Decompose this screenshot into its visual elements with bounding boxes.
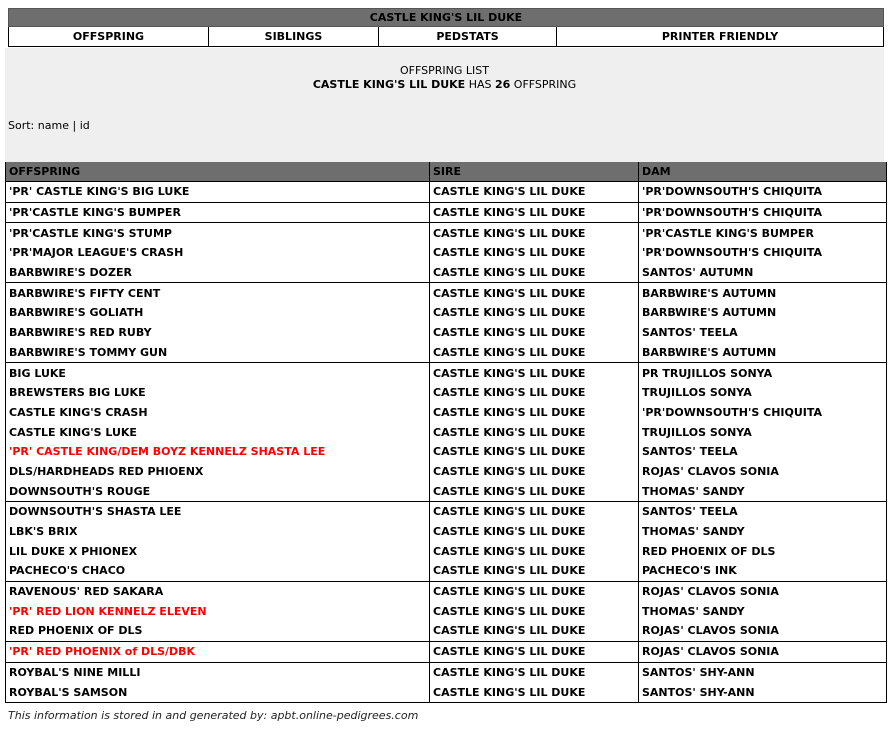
sire-cell xyxy=(430,223,639,243)
footer-note: This information is stored in and generated by: apbt.online-pedigrees.com xyxy=(8,709,419,722)
sire-cell xyxy=(430,601,639,621)
dam-link[interactable]: SANTOS' AUTUMN xyxy=(642,266,754,280)
offspring-link[interactable]: LBK'S BRIX xyxy=(9,525,78,539)
dam-cell xyxy=(639,662,887,682)
offspring-link[interactable]: BARBWIRE'S RED RUBY xyxy=(9,326,152,340)
table-row xyxy=(6,481,887,501)
dam-link[interactable]: SANTOS' SHY-ANN xyxy=(642,685,755,699)
info-panel xyxy=(5,48,884,162)
dam-link[interactable]: 'PR'DOWNSOUTH'S CHIQUITA xyxy=(642,246,823,260)
offspring-label: OFFSPRING xyxy=(513,78,577,91)
dam-cell xyxy=(639,541,887,561)
sire-cell xyxy=(430,581,639,601)
offspring-cell xyxy=(6,481,430,501)
dam-cell xyxy=(639,202,887,223)
dam-cell xyxy=(639,442,887,462)
sire-link[interactable]: CASTLE KING'S LIL DUKE xyxy=(433,345,586,359)
dam-link[interactable]: ROJAS' CLAVOS SONIA xyxy=(642,645,779,659)
table-row xyxy=(6,522,887,542)
offspring-link[interactable]: BARBWIRE'S FIFTY CENT xyxy=(9,286,161,300)
sire-cell xyxy=(430,621,639,641)
dam-cell xyxy=(639,561,887,581)
offspring-cell xyxy=(6,581,430,601)
table-row xyxy=(6,283,887,303)
sire-link[interactable]: CASTLE KING'S LIL DUKE xyxy=(433,564,586,578)
sort-controls xyxy=(8,119,90,132)
sire-link[interactable]: CASTLE KING'S LIL DUKE xyxy=(433,445,586,459)
sire-link[interactable]: CASTLE KING'S LIL DUKE xyxy=(433,226,586,240)
sire-cell xyxy=(430,343,639,363)
offspring-link[interactable]: RAVENOUS' RED SAKARA xyxy=(9,585,164,599)
sire-cell xyxy=(430,561,639,581)
offspring-link[interactable]: 'PR' CASTLE KING'S BIG LUKE xyxy=(9,185,190,199)
sire-link[interactable]: CASTLE KING'S LIL DUKE xyxy=(433,206,586,220)
offspring-summary xyxy=(5,78,884,92)
sire-cell xyxy=(430,323,639,343)
sire-cell xyxy=(430,541,639,561)
offspring-link[interactable]: CASTLE KING'S CRASH xyxy=(9,405,148,419)
dam-link[interactable]: BARBWIRE'S AUTUMN xyxy=(642,286,777,300)
dam-link[interactable]: THOMAS' SANDY xyxy=(642,484,745,498)
offspring-cell xyxy=(6,223,430,243)
sire-cell xyxy=(430,481,639,501)
dam-link[interactable]: ROJAS' CLAVOS SONIA xyxy=(642,464,779,478)
sire-link[interactable]: CASTLE KING'S LIL DUKE xyxy=(433,185,586,199)
offspring-link[interactable]: BREWSTERS BIG LUKE xyxy=(9,386,146,400)
offspring-link[interactable]: ROYBAL'S NINE MILLI xyxy=(9,665,141,679)
offspring-link[interactable]: BARBWIRE'S DOZER xyxy=(9,266,132,280)
dam-cell xyxy=(639,303,887,323)
sire-link[interactable]: CASTLE KING'S LIL DUKE xyxy=(433,544,586,558)
dam-cell xyxy=(639,621,887,641)
offspring-cell xyxy=(6,682,430,702)
table-row xyxy=(6,581,887,601)
offspring-table xyxy=(5,162,887,703)
dog-name: CASTLE KING'S LIL DUKE xyxy=(312,78,466,91)
sire-cell xyxy=(430,682,639,702)
offspring-link[interactable]: LIL DUKE X PHIONEX xyxy=(9,544,138,558)
dam-cell xyxy=(639,422,887,442)
dam-cell xyxy=(639,182,887,203)
sire-cell xyxy=(430,383,639,403)
offspring-link[interactable]: DLS/HARDHEADS RED PHIOENX xyxy=(9,464,204,478)
table-row xyxy=(6,223,887,243)
dam-cell xyxy=(639,223,887,243)
offspring-link[interactable]: DOWNSOUTH'S ROUGE xyxy=(9,484,151,498)
sire-cell xyxy=(430,363,639,383)
tab-bar xyxy=(8,27,884,47)
dam-link[interactable]: SANTOS' TEELA xyxy=(642,326,738,340)
table-row xyxy=(6,462,887,482)
sire-cell xyxy=(430,422,639,442)
dam-link[interactable]: TRUJILLOS SONYA xyxy=(642,425,752,439)
sire-link[interactable]: CASTLE KING'S LIL DUKE xyxy=(433,484,586,498)
offspring-cell xyxy=(6,561,430,581)
tab-pedstats[interactable]: PEDSTATS xyxy=(378,27,556,47)
sire-link[interactable]: CASTLE KING'S LIL DUKE xyxy=(433,405,586,419)
sire-cell xyxy=(430,462,639,482)
offspring-cell xyxy=(6,522,430,542)
page-title: CASTLE KING'S LIL DUKE xyxy=(8,8,884,27)
offspring-cell xyxy=(6,323,430,343)
dam-cell xyxy=(639,363,887,383)
offspring-cell xyxy=(6,662,430,682)
offspring-cell xyxy=(6,182,430,203)
sort-by-name-link[interactable]: name xyxy=(37,119,69,132)
list-title: OFFSPRING LIST xyxy=(400,64,489,77)
sire-cell xyxy=(430,522,639,542)
sire-link[interactable]: CASTLE KING'S LIL DUKE xyxy=(433,366,586,380)
dam-link[interactable]: ROJAS' CLAVOS SONIA xyxy=(642,624,779,638)
offspring-link[interactable]: 'PR' CASTLE KING/DEM BOYZ KENNELZ SHASTA LEE xyxy=(9,445,326,459)
table-row xyxy=(6,442,887,462)
table-body xyxy=(6,182,887,703)
sort-label: Sort: xyxy=(8,119,35,132)
dam-link[interactable]: 'PR'DOWNSOUTH'S CHIQUITA xyxy=(642,185,823,199)
sire-link[interactable]: CASTLE KING'S LIL DUKE xyxy=(433,665,586,679)
dam-link[interactable]: THOMAS' SANDY xyxy=(642,604,745,618)
offspring-cell xyxy=(6,363,430,383)
tab-siblings[interactable]: SIBLINGS xyxy=(208,27,378,47)
sort-by-id-link[interactable]: id xyxy=(79,119,90,132)
offspring-link[interactable]: 'PR'MAJOR LEAGUE'S CRASH xyxy=(9,246,184,260)
dam-cell xyxy=(639,263,887,283)
dam-link[interactable]: PACHECO'S INK xyxy=(642,564,737,578)
sire-link[interactable]: CASTLE KING'S LIL DUKE xyxy=(433,645,586,659)
offspring-cell xyxy=(6,601,430,621)
table-row xyxy=(6,601,887,621)
dam-cell xyxy=(639,581,887,601)
offspring-cell xyxy=(6,303,430,323)
sort-separator: | xyxy=(72,119,77,132)
offspring-cell xyxy=(6,263,430,283)
table-row xyxy=(6,383,887,403)
table-header-row xyxy=(6,162,887,182)
dam-link[interactable]: PR TRUJILLOS SONYA xyxy=(642,366,773,380)
table-row xyxy=(6,422,887,442)
column-header-sire[interactable]: SIRE xyxy=(430,162,639,182)
sire-cell xyxy=(430,283,639,303)
offspring-link[interactable]: ROYBAL'S SAMSON xyxy=(9,685,128,699)
sire-link[interactable]: CASTLE KING'S LIL DUKE xyxy=(433,306,586,320)
offspring-list-heading xyxy=(5,64,884,92)
offspring-cell xyxy=(6,541,430,561)
dam-link[interactable]: RED PHOENIX OF DLS xyxy=(642,544,776,558)
table-row xyxy=(6,263,887,283)
table-row xyxy=(6,502,887,522)
offspring-cell xyxy=(6,283,430,303)
offspring-link[interactable]: 'PR' RED LION KENNELZ ELEVEN xyxy=(9,604,207,618)
offspring-cell xyxy=(6,403,430,423)
table-row xyxy=(6,363,887,383)
offspring-cell xyxy=(6,243,430,263)
sire-link[interactable]: CASTLE KING'S LIL DUKE xyxy=(433,585,586,599)
dam-cell xyxy=(639,481,887,501)
dam-cell xyxy=(639,462,887,482)
offspring-cell xyxy=(6,202,430,223)
offspring-cell xyxy=(6,442,430,462)
sire-cell xyxy=(430,403,639,423)
sire-link[interactable]: CASTLE KING'S LIL DUKE xyxy=(433,604,586,618)
sire-link[interactable]: CASTLE KING'S LIL DUKE xyxy=(433,525,586,539)
has-label: HAS xyxy=(468,78,492,91)
dam-link[interactable]: 'PR'DOWNSOUTH'S CHIQUITA xyxy=(642,206,823,220)
offspring-link[interactable]: RED PHOENIX OF DLS xyxy=(9,624,143,638)
sire-link[interactable]: CASTLE KING'S LIL DUKE xyxy=(433,624,586,638)
offspring-link[interactable]: DOWNSOUTH'S SHASTA LEE xyxy=(9,505,182,519)
sire-link[interactable]: CASTLE KING'S LIL DUKE xyxy=(433,685,586,699)
dam-link[interactable]: 'PR'CASTLE KING'S BUMPER xyxy=(642,226,814,240)
dam-link[interactable]: BARBWIRE'S AUTUMN xyxy=(642,345,777,359)
dam-cell xyxy=(639,682,887,702)
table-row xyxy=(6,403,887,423)
sire-cell xyxy=(430,662,639,682)
offspring-count: 26 xyxy=(494,78,511,91)
sire-link[interactable]: CASTLE KING'S LIL DUKE xyxy=(433,425,586,439)
dam-cell xyxy=(639,343,887,363)
column-header-offspring[interactable]: OFFSPRING xyxy=(6,162,430,182)
sire-link[interactable]: CASTLE KING'S LIL DUKE xyxy=(433,386,586,400)
sire-cell xyxy=(430,182,639,203)
sire-cell xyxy=(430,502,639,522)
dam-link[interactable]: BARBWIRE'S AUTUMN xyxy=(642,306,777,320)
offspring-cell xyxy=(6,462,430,482)
offspring-link[interactable]: BIG LUKE xyxy=(9,366,66,380)
dam-link[interactable]: THOMAS' SANDY xyxy=(642,525,745,539)
offspring-cell xyxy=(6,383,430,403)
offspring-cell xyxy=(6,621,430,641)
sire-cell xyxy=(430,243,639,263)
dam-link[interactable]: 'PR'DOWNSOUTH'S CHIQUITA xyxy=(642,405,823,419)
table-row xyxy=(6,641,887,662)
dam-cell xyxy=(639,323,887,343)
offspring-link[interactable]: PACHECO'S CHACO xyxy=(9,564,126,578)
offspring-link[interactable]: BARBWIRE'S GOLIATH xyxy=(9,306,144,320)
sire-link[interactable]: CASTLE KING'S LIL DUKE xyxy=(433,464,586,478)
table-row xyxy=(6,243,887,263)
dam-link[interactable]: SANTOS' TEELA xyxy=(642,445,738,459)
table-row xyxy=(6,621,887,641)
table-row xyxy=(6,303,887,323)
dam-cell xyxy=(639,403,887,423)
sire-link[interactable]: CASTLE KING'S LIL DUKE xyxy=(433,266,586,280)
dam-cell xyxy=(639,522,887,542)
dam-cell xyxy=(639,283,887,303)
table-row xyxy=(6,662,887,682)
offspring-cell xyxy=(6,502,430,522)
table-row xyxy=(6,682,887,702)
tab-offspring[interactable]: OFFSPRING xyxy=(8,27,208,47)
sire-link[interactable]: CASTLE KING'S LIL DUKE xyxy=(433,326,586,340)
dam-link[interactable]: SANTOS' SHY-ANN xyxy=(642,665,755,679)
dam-link[interactable]: SANTOS' TEELA xyxy=(642,505,738,519)
table-row xyxy=(6,323,887,343)
table-row xyxy=(6,343,887,363)
offspring-cell xyxy=(6,641,430,662)
table-row xyxy=(6,541,887,561)
sire-link[interactable]: CASTLE KING'S LIL DUKE xyxy=(433,246,586,260)
sire-cell xyxy=(430,263,639,283)
table-row xyxy=(6,561,887,581)
dam-cell xyxy=(639,641,887,662)
offspring-link[interactable]: 'PR' RED PHOENIX of DLS/DBK xyxy=(9,645,196,659)
sire-cell xyxy=(430,442,639,462)
offspring-cell xyxy=(6,343,430,363)
dam-link[interactable]: ROJAS' CLAVOS SONIA xyxy=(642,585,779,599)
offspring-link[interactable]: 'PR'CASTLE KING'S STUMP xyxy=(9,226,172,240)
tab-printer-friendly[interactable]: PRINTER FRIENDLY xyxy=(556,27,884,47)
sire-cell xyxy=(430,641,639,662)
dam-link[interactable]: TRUJILLOS SONYA xyxy=(642,386,752,400)
offspring-link[interactable]: BARBWIRE'S TOMMY GUN xyxy=(9,345,168,359)
dam-cell xyxy=(639,243,887,263)
dam-cell xyxy=(639,502,887,522)
sire-cell xyxy=(430,303,639,323)
sire-link[interactable]: CASTLE KING'S LIL DUKE xyxy=(433,505,586,519)
dam-cell xyxy=(639,383,887,403)
page-header xyxy=(8,8,884,47)
sire-cell xyxy=(430,202,639,223)
sire-link[interactable]: CASTLE KING'S LIL DUKE xyxy=(433,286,586,300)
offspring-cell xyxy=(6,422,430,442)
table-row xyxy=(6,202,887,223)
table-row xyxy=(6,182,887,203)
dam-cell xyxy=(639,601,887,621)
column-header-dam[interactable]: DAM xyxy=(639,162,887,182)
offspring-link[interactable]: 'PR'CASTLE KING'S BUMPER xyxy=(9,206,181,220)
offspring-link[interactable]: CASTLE KING'S LUKE xyxy=(9,425,137,439)
